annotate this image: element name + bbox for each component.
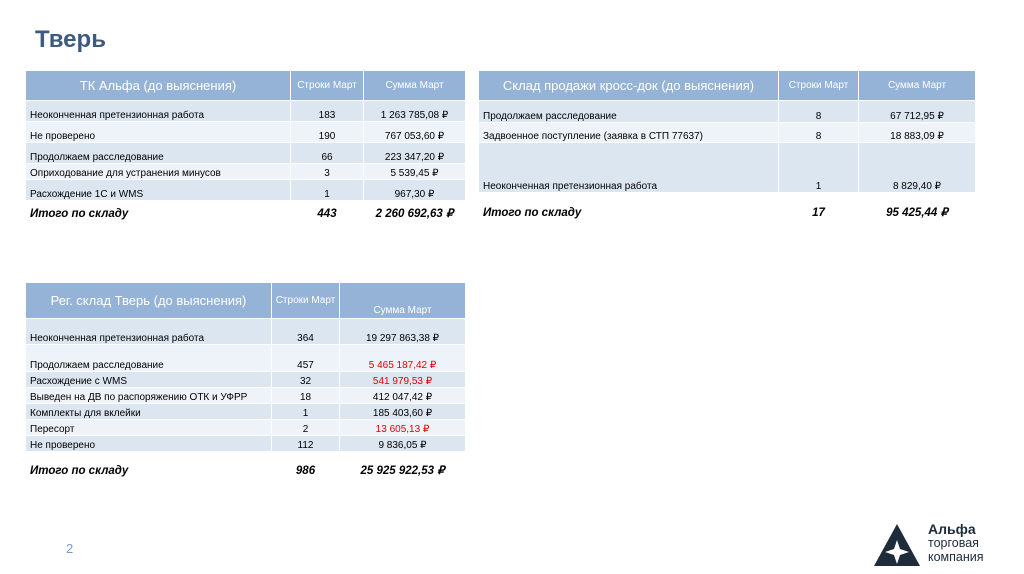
row-count: 457 <box>272 345 340 372</box>
logo-mark-icon <box>872 522 922 568</box>
row-sum: 9 836,05 ₽ <box>340 436 466 452</box>
table-row <box>479 101 976 123</box>
total-count: 986 <box>272 452 340 478</box>
table-row <box>26 388 466 404</box>
col-header-rows: Строки Март <box>272 283 340 319</box>
table-row <box>26 372 466 388</box>
page-title: Тверь <box>35 26 106 53</box>
row-count: 364 <box>272 319 340 345</box>
row-sum: 8 829,40 ₽ <box>859 143 976 193</box>
row-count: 1 <box>272 404 340 420</box>
row-label: Задвоенное поступление (заявка в СТП 77637) <box>479 123 779 143</box>
table-row <box>26 122 466 143</box>
row-sum: 541 979,53 ₽ <box>340 372 466 388</box>
row-count: 8 <box>779 101 859 123</box>
total-sum: 2 260 692,63 ₽ <box>364 201 466 221</box>
table-cross-dock <box>478 70 976 220</box>
table-reg-tver <box>25 282 466 478</box>
row-sum: 18 883,09 ₽ <box>859 123 976 143</box>
table-row <box>26 436 466 452</box>
page-number: 2 <box>66 541 74 556</box>
row-sum: 19 297 863,38 ₽ <box>340 319 466 345</box>
row-label: Расхождение 1С и WMS <box>26 180 291 201</box>
row-label: Неоконченная претензионная работа <box>26 101 291 122</box>
table-total-row <box>479 193 976 220</box>
row-count: 112 <box>272 436 340 452</box>
table-tk-alfa <box>25 70 466 221</box>
row-count: 32 <box>272 372 340 388</box>
row-sum: 967,30 ₽ <box>364 180 466 201</box>
total-count: 443 <box>291 201 364 221</box>
row-sum: 67 712,95 ₽ <box>859 101 976 123</box>
table-total-row <box>26 452 466 478</box>
table-row <box>479 123 976 143</box>
col-header-rows: Строки Март <box>291 71 364 101</box>
row-sum: 223 347,20 ₽ <box>364 143 466 164</box>
table-row <box>26 404 466 420</box>
row-count: 183 <box>291 101 364 122</box>
row-label: Не проверено <box>26 436 272 452</box>
table-header-title: Склад продажи кросс-док (до выяснения) <box>479 71 779 101</box>
total-sum: 95 425,44 ₽ <box>859 193 976 220</box>
row-label: Не проверено <box>26 122 291 143</box>
row-sum: 13 605,13 ₽ <box>340 420 466 436</box>
row-label: Продолжаем расследование <box>26 345 272 372</box>
col-header-sum: Сумма Март <box>364 71 466 101</box>
row-label: Неоконченная претензионная работа <box>26 319 272 345</box>
logo-text-line2: торговая <box>928 536 979 550</box>
row-count: 1 <box>779 143 859 193</box>
row-sum: 185 403,60 ₽ <box>340 404 466 420</box>
row-sum: 1 263 785,08 ₽ <box>364 101 466 122</box>
row-count: 190 <box>291 122 364 143</box>
row-label: Неоконченная претензионная работа <box>479 143 779 193</box>
row-label: Продолжаем расследование <box>479 101 779 123</box>
table-row <box>26 143 466 164</box>
col-header-rows: Строки Март <box>779 71 859 101</box>
row-label: Комплекты для вклейки <box>26 404 272 420</box>
table-row <box>26 164 466 180</box>
row-count: 1 <box>291 180 364 201</box>
row-sum: 767 053,60 ₽ <box>364 122 466 143</box>
table-header-title: Рег. склад Тверь (до выяснения) <box>26 283 272 319</box>
total-label: Итого по складу <box>26 452 272 478</box>
row-label: Оприходование для устранения минусов <box>26 164 291 180</box>
table-row <box>26 345 466 372</box>
logo-text-line3: компания <box>928 550 984 564</box>
row-sum: 412 047,42 ₽ <box>340 388 466 404</box>
logo-text-line1: Альфа <box>928 521 976 537</box>
total-label: Итого по складу <box>26 201 291 221</box>
row-count: 18 <box>272 388 340 404</box>
row-count: 8 <box>779 123 859 143</box>
row-label: Расхождение с WMS <box>26 372 272 388</box>
table-row <box>26 420 466 436</box>
row-label: Продолжаем расследование <box>26 143 291 164</box>
total-label: Итого по складу <box>479 193 779 220</box>
table-header-title: ТК Альфа (до выяснения) <box>26 71 291 101</box>
table-row <box>26 319 466 345</box>
row-label: Выведен на ДВ по распоряжению ОТК и УФРР <box>26 388 272 404</box>
row-label: Пересорт <box>26 420 272 436</box>
total-count: 17 <box>779 193 859 220</box>
table-total-row <box>26 201 466 221</box>
table-row <box>479 143 976 193</box>
col-header-sum: Сумма Март <box>859 71 976 101</box>
row-sum: 5 465 187,42 ₽ <box>340 345 466 372</box>
row-count: 66 <box>291 143 364 164</box>
row-sum: 5 539,45 ₽ <box>364 164 466 180</box>
company-logo <box>872 522 1012 568</box>
row-count: 3 <box>291 164 364 180</box>
total-sum: 25 925 922,53 ₽ <box>340 452 466 478</box>
table-row <box>26 180 466 201</box>
col-header-sum: Сумма Март <box>340 283 466 319</box>
table-row <box>26 101 466 122</box>
row-count: 2 <box>272 420 340 436</box>
